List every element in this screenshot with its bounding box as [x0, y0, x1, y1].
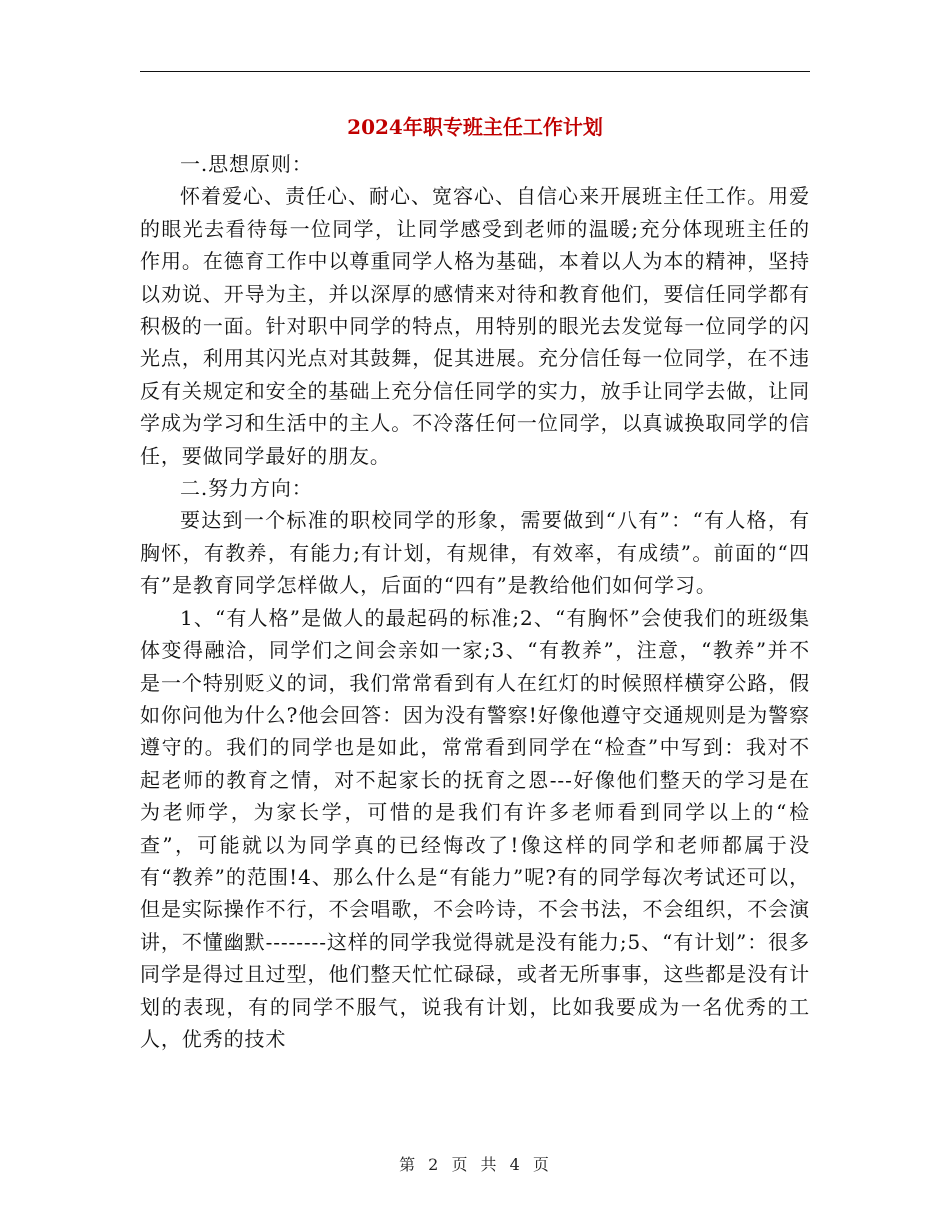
page-number: 第 2 页 共 4 页 — [399, 1155, 551, 1174]
document-body — [140, 148, 810, 1055]
header-rule — [140, 71, 810, 72]
paragraph-eight-haves: 1、“有人格”是做人的最起码的标准;2、“有胸怀”会使我们的班级集体变得融洽，同学们之间会亲如一家;3、“有教养”，注意，“教养”并不是一个特别贬义的词，我们常常看到有人在红灯的时候照样横穿公路，假如你问他为什么?他会回答：因为没有警察!好像他遵守交通规则是为警察遵守的。我们的同学也是如此，常常看到同学在“检查”中写到：我对不起老师的教育之情，对不起家长的抚育之恩---好像他们整天的学习是在为老师学，为家长学，可惜的是我们有许多老师看到同学以上的“检查”，可能就以为同学真的已经悔改了!像这样的同学和老师都属于没有“教养”的范围!4、那么什么是“有能力”呢?有的同学每次考试还可以，但是实际操作不行，不会唱歌，不会吟诗，不会书法，不会组织，不会演讲，不懂幽默--------这样的同学我觉得就是没有能力;5、“有计划”：很多同学是得过且过型，他们整天忙忙碌碌，或者无所事事，这些都是没有计划的表现，有的同学不服气，说我有计划，比如我要成为一名优秀的工人，优秀的技术 — [140, 605, 810, 1051]
paragraph-direction: 要达到一个标准的职校同学的形象，需要做到“八有”：“有人格，有胸怀，有教养，有能力;有计划，有规律，有效率，有成绩”。前面的“四有”是教育同学怎样做人，后面的“四有”是教给他们如何学习。 — [140, 508, 810, 598]
section-heading-direction: 二.努力方向： — [180, 476, 313, 501]
section-heading-principles: 一.思想原则： — [180, 152, 313, 176]
document-title: 2024年职专班主任工作计划 — [347, 115, 603, 139]
paragraph-principles: 怀着爱心、责任心、耐心、宽容心、自信心来开展班主任工作。用爱的眼光去看待每一位同学，让同学感受到老师的温暖;充分体现班主任的作用。在德育工作中以尊重同学人格为基础，本着以人为本的精神，坚持以劝说、开导为主，并以深厚的感情来对待和教育他们，要信任同学都有积极的一面。针对职中同学的特点，用特别的眼光去发觉每一位同学的闪光点，利用其闪光点对其鼓舞，促其进展。充分信任每一位同学，在不违反有关规定和安全的基础上充分信任同学的实力，放手让同学去做，让同学成为学习和生活中的主人。不冷落任何一位同学，以真诚换取同学的信任，要做同学最好的朋友。 — [140, 184, 810, 468]
